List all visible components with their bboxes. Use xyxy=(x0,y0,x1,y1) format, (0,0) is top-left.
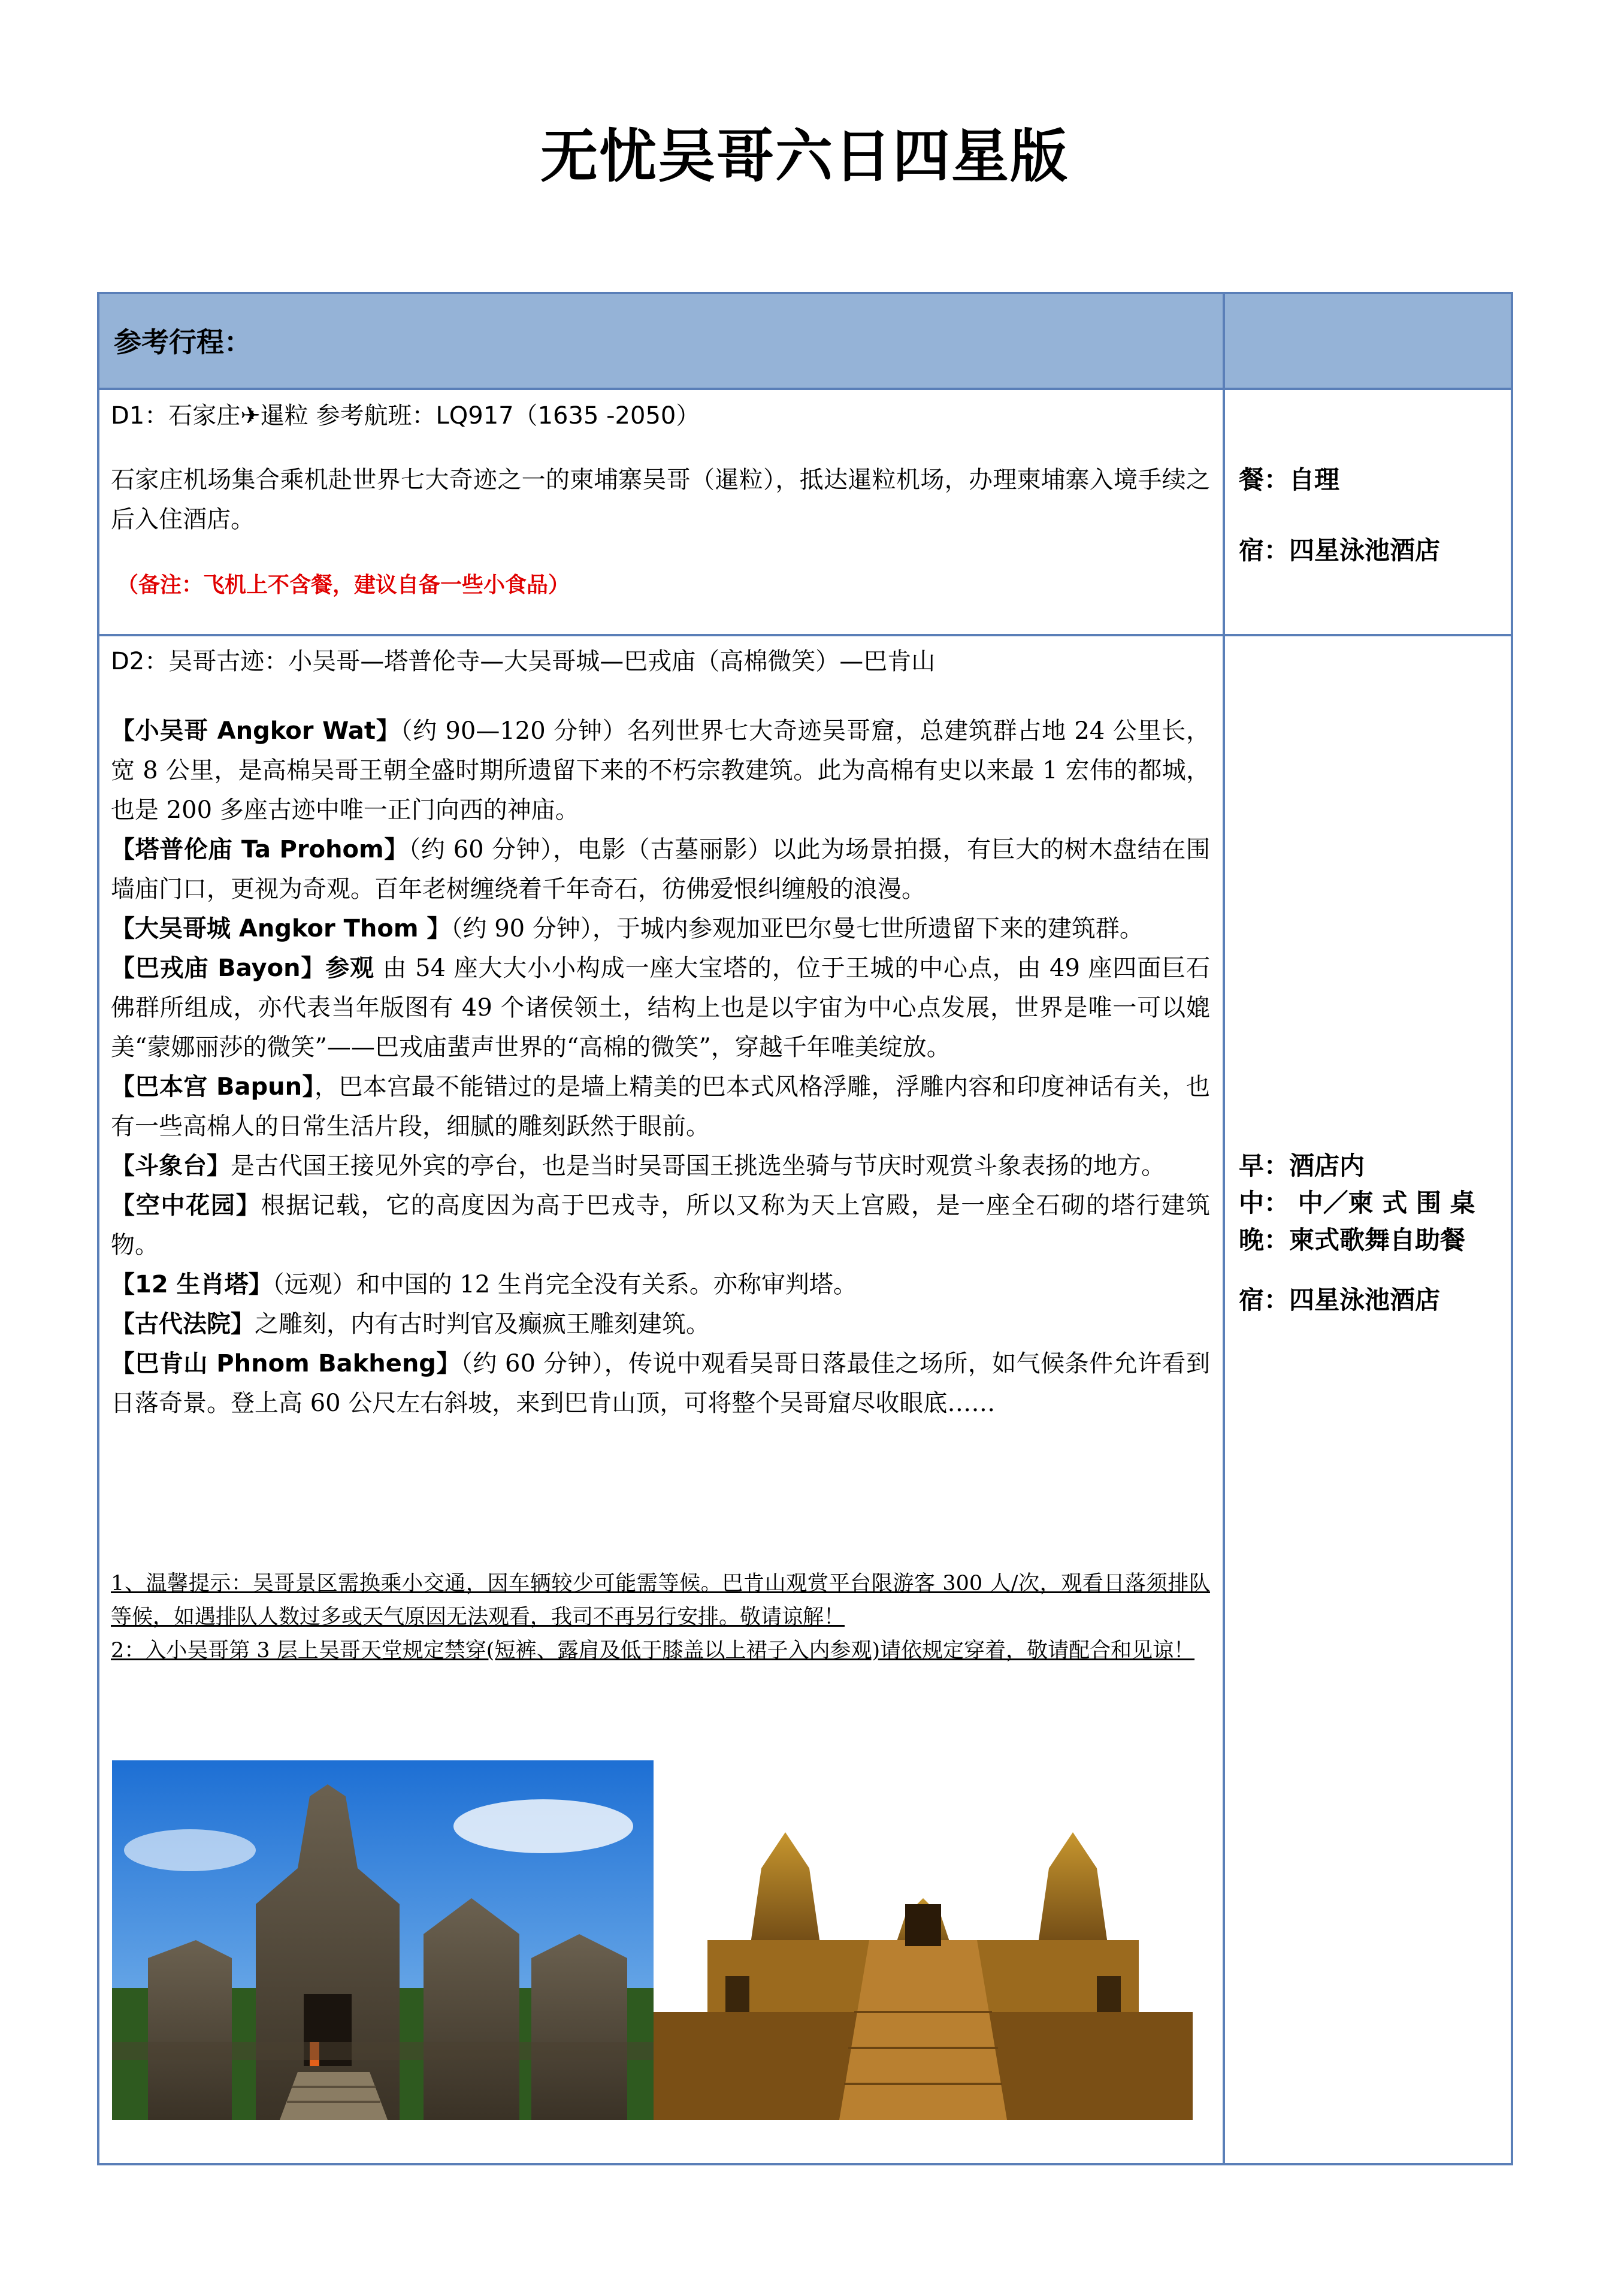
attraction-text: 之雕刻，内有古时判官及癫疯王雕刻建筑。 xyxy=(255,1310,710,1338)
attraction-item xyxy=(111,711,1210,830)
breakfast: 早：酒店内 xyxy=(1239,1151,1365,1180)
attraction-name: 【巴戎庙 Bayon】参观 xyxy=(111,954,375,982)
attraction-text: 根据记载，它的高度因为高于巴戎寺，所以又称为天上宫殿，是一座全石砌的塔行建筑物。 xyxy=(111,1192,1211,1259)
attraction-name: 【塔普伦庙 Ta Prohom】 xyxy=(111,836,409,863)
bayon-temple-photo xyxy=(112,1760,654,2120)
column-divider xyxy=(1223,294,1225,2163)
attraction-item xyxy=(111,909,1210,948)
attraction-name: 【小吴哥 Angkor Wat】 xyxy=(111,717,401,745)
day1-meal: 餐：自理 xyxy=(1239,465,1340,494)
attraction-name: 【大吴哥城 Angkor Thom 】 xyxy=(111,915,451,942)
attraction-name: 【古代法院】 xyxy=(111,1310,255,1338)
day1-hotel: 宿：四星泳池酒店 xyxy=(1239,536,1441,565)
dinner: 晚：柬式歌舞自助餐 xyxy=(1239,1225,1466,1255)
attraction-text: 由 54 座大大小小构成一座大宝塔的，位于王城的中心点，由 49 座四面巨石佛群所组成，亦代表当年版图有 49 个诸侯领土，结构上也是以宇宙为中心点发展，世界是唯一可以媲美“蒙娜丽莎的微笑”——巴戎庙蜚声世界的“高棉的微笑”，穿越千年唯美绽放。 xyxy=(111,954,1210,1061)
attraction-item xyxy=(111,1304,1210,1344)
attraction-text: （约 90 分钟），于城内参观加亚巴尔曼七世所遗留下来的建筑群。 xyxy=(450,915,1144,942)
attraction-item xyxy=(111,1265,1210,1304)
tip-2: 2：入小吴哥第 3 层上吴哥天堂规定禁穿(短裤、露肩及低于膝盖以上裙子入内参观)请依规定穿着，敬请配合和见谅！ xyxy=(111,1639,1195,1663)
day1-note: （备注：飞机上不含餐，建议自备一些小食品） xyxy=(117,573,570,597)
attraction-text: ，巴本宫最不能错过的是墙上精美的巴本式风格浮雕，浮雕内容和印度神话有关，也有一些高棉人的日常生活片段，细腻的雕刻跃然于眼前。 xyxy=(111,1073,1211,1140)
day2-tips xyxy=(111,1567,1210,1667)
attraction-name: 【巴本宫 Bapun】 xyxy=(111,1073,314,1101)
header-cell-left xyxy=(99,294,1223,388)
attraction-item xyxy=(111,830,1210,909)
day1-heading: D1：石家庄✈暹粒 参考航班：LQ917（1635 -2050） xyxy=(111,402,700,430)
header-cell-right xyxy=(1225,294,1511,388)
tip-1: 1、温馨提示：吴哥景区需换乘小交通，因车辆较少可能需等候。巴肯山观赏平台限游客 300 人/次，观看日落须排队等候，如遇排队人数过多或天气原因无法观看，我司不再另行安排。敬请谅解！ xyxy=(111,1572,1210,1629)
attraction-text: （远观）和中国的 12 生肖完全没有关系。亦称审判塔。 xyxy=(272,1271,857,1298)
attraction-item xyxy=(111,1344,1210,1423)
day2-heading: D2：吴哥古迹：小吴哥—塔普伦寺—大吴哥城—巴戎庙（高棉微笑）—巴肯山 xyxy=(111,648,936,675)
attraction-text: （约 60 分钟），电影（古墓丽影）以此为场景拍摄，有巨大的树木盘结在围墙庙门口，更视为奇观。百年老树缠绕着千年奇石，彷佛爱恨纠缠般的浪漫。 xyxy=(111,836,1211,903)
attraction-name: 【巴肯山 Phnom Bakheng】 xyxy=(111,1350,461,1377)
page-title: 无忧吴哥六日四星版 xyxy=(540,123,1069,190)
row-divider xyxy=(99,634,1511,636)
attraction-name: 【空中花园】 xyxy=(111,1192,261,1219)
attraction-text: （约 90—120 分钟）名列世界七大奇迹吴哥窟，总建筑群占地 24 公里长，宽 8 公里，是高棉吴哥王朝全盛时期所遗留下来的不朽宗教建筑。此为高棉有史以来最 1 宏伟的都城，也是 200 多座古迹中唯一正门向西的神庙。 xyxy=(111,717,1210,824)
day2-attractions xyxy=(111,711,1210,1423)
attraction-name: 【斗象台】 xyxy=(111,1152,231,1180)
day2-hotel: 宿：四星泳池酒店 xyxy=(1239,1285,1441,1315)
attraction-item xyxy=(111,1146,1210,1186)
attraction-name: 【12 生肖塔】 xyxy=(111,1271,273,1298)
attraction-item xyxy=(111,1186,1210,1265)
itinerary-header: 参考行程： xyxy=(114,326,252,358)
lunch: 中： 中／柬 式 围 桌 xyxy=(1239,1188,1475,1218)
day2-meals xyxy=(1239,1147,1475,1319)
row-divider xyxy=(99,388,1511,390)
attraction-item xyxy=(111,1067,1210,1146)
attraction-text: 是古代国王接见外宾的亭台，也是当时吴哥国王挑选坐骑与节庆时观赏斗象表扬的地方。 xyxy=(231,1152,1165,1180)
day1-description: 石家庄机场集合乘机赴世界七大奇迹之一的柬埔寨吴哥（暹粒），抵达暹粒机场，办理柬埔寨入境手续之后入住酒店。 xyxy=(111,466,1210,533)
angkor-wat-photo xyxy=(654,1760,1193,2120)
attraction-text: （约 60 分钟），传说中观看吴哥日落最佳之场所，如气候条件允许看到日落奇景。登上高 60 公尺左右斜坡，来到巴肯山顶，可将整个吴哥窟尽收眼底…… xyxy=(111,1350,1211,1417)
attraction-item xyxy=(111,948,1210,1067)
